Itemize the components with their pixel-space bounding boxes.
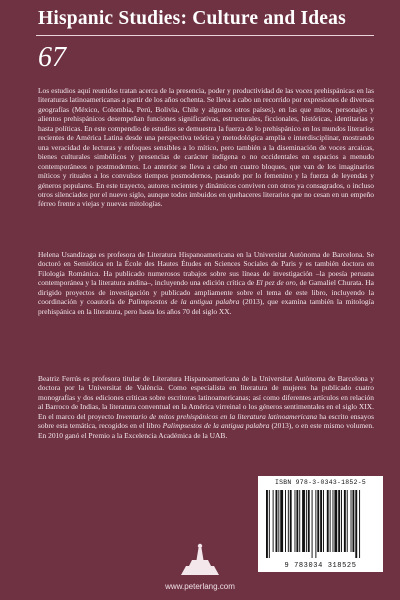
bio-text: Helena Usandizaga es profesora de Literatura Hispanoamericana en la Universitat Autònoma de Barcelona. Se doctoró en Semiótica en la École des Hautes Études en Sciences Sociales de Paris y es también doctora en Filología Románica. Ha publicado numerosos trabajos sobre sus líneas de investigación –la poesía peruana contemporánea y la literatura andina–, incluyendo una edición crítica de <box>38 250 374 288</box>
barcode-bar <box>296 490 298 552</box>
bio-text: (2013), o en este mismo volumen. En 2010 ganó el Premio a la Excelencia Académica de la UAB. <box>38 421 374 440</box>
barcode-bar <box>317 490 319 552</box>
barcode-bar <box>295 490 296 552</box>
barcode-bar <box>355 490 357 558</box>
bio-paragraph <box>38 250 374 316</box>
bio-text: Beatriz Ferrús es profesora titular de Literatura Hispanoamericana de la Universitat Autònoma de Barcelona y doctora por la Universitat de València. Como especialista en literatura de mujeres ha publicado cuatro monografías y dos ediciones críticas sobre escritoras latinoamericanas; así como diferentes artículos en relación al Barroco de Indias, la literatura conventual en la América virreinal o los géneros sentimentales en el siglo XIX. En el marco del proyecto <box>38 374 374 421</box>
bio-text: ha escrito ensayos sobre esta temática, recogidos en el libro <box>38 411 374 431</box>
barcode-bar <box>334 490 337 552</box>
book-title: El pez de oro <box>256 278 296 288</box>
isbn-label: ISBN 978-3-0343-1852-5 <box>275 479 366 486</box>
peter-lang-logo-icon <box>148 542 252 580</box>
barcode-bar <box>315 490 316 558</box>
barcode-bar <box>280 490 283 552</box>
barcode-bar <box>276 490 278 552</box>
bio-paragraph <box>38 374 374 440</box>
barcode-bar <box>333 490 334 552</box>
barcode-digits: 9 783034 318525 <box>284 562 357 570</box>
barcode-bar <box>308 490 310 552</box>
barcode-bar <box>341 490 342 552</box>
barcode-bar <box>327 490 329 552</box>
bio-text: , de Gamaliel Churata. Ha dirigido proyectos de investigación y publicado ampliamente sobre el tema de este libro, incluyendo la coordinación y coautoría de <box>38 278 374 307</box>
barcode-bar <box>320 490 322 552</box>
project-title: Inventario de mitos prehispánicos en la literatura latinoamericana <box>116 411 318 421</box>
barcode-bar <box>330 490 331 552</box>
header-rule <box>36 35 374 36</box>
barcode-bar <box>338 490 340 552</box>
barcode-bars <box>266 490 375 558</box>
barcode-bar <box>269 490 270 558</box>
barcode-bar <box>299 490 300 552</box>
barcode-bar <box>347 490 348 552</box>
barcode-bar <box>351 490 352 552</box>
editor-bio-usandizaga <box>38 250 374 316</box>
barcode-bar <box>273 490 274 552</box>
barcode-bar <box>278 490 279 552</box>
series-title: Hispanic Studies: Culture and Ideas <box>38 8 346 29</box>
book-title: Palimpsestos de la antigua palabra <box>128 297 240 307</box>
book-title: Palimpsestos de la antigua palabra <box>162 421 270 431</box>
barcode-bar <box>344 490 346 552</box>
barcode-bar <box>266 490 268 558</box>
abstract-block <box>38 86 374 209</box>
publisher-url: www.peterlang.com <box>165 582 235 591</box>
isbn-barcode <box>258 476 383 572</box>
barcode-bar <box>352 490 354 552</box>
barcode-bar <box>323 490 324 552</box>
barcode-bar <box>312 490 313 558</box>
barcode-bar <box>306 490 307 552</box>
barcode-bar <box>288 490 289 552</box>
abstract-text: Los estudios aquí reunidos tratan acerca de la presencia, poder y productividad de las voces prehispánicas en las literaturas latinoamericanas a partir de los años ochenta. Se lleva a cabo un recorrido por expresiones de diversas geografías (México, Colombia, Perú, Bolivia, Chile y algunos otros países), en las que mitos, personajes y alientos prehispánicos desempeñan funciones significativas, estructurales, ficcionales, históricas, identitarias y hasta políticas. En este compendio de estudios se demuestra la fuerza de lo prehispánico en los mundos literarios recientes de América Latina desde una perspectiva teórica y metodológica amplia e interdisciplinar, mostrando una veracidad de lecturas y enfoques sensibles a lo mítico, pero también a la diseminación de voces arcaicas, bienes culturales simbólicos y presencias de carácter indígena o no occidentales en espacios a menudo contemporáneos o postmodernos. Lo anterior se lleva a cabo en cuatro bloques, que van de los imaginarios míticos y rituales a los convulsos tiempos posmodernos, pasando por lo femenino y la fuerza de leyendas y géneros populares. En este trayecto, autores recientes y dinámicos conviven con otros ya consagrados, o incluso otros silenciados por el nuevo siglo, aunque todos imbuidos en quehaceres literarios que no cesan en un empeño férreo frente a viejas y nuevas mitologías. <box>38 86 374 209</box>
volume-number: 67 <box>38 42 66 73</box>
bio-text: (2013), que examina también la mitología prehispánica en la literatura, pero hasta los años 70 del siglo XX. <box>38 297 375 316</box>
barcode-bar <box>290 490 292 552</box>
editor-bio-ferrus <box>38 374 374 440</box>
barcode-bar <box>285 490 286 552</box>
barcode-bar <box>302 490 305 552</box>
barcode-bar <box>359 490 360 558</box>
